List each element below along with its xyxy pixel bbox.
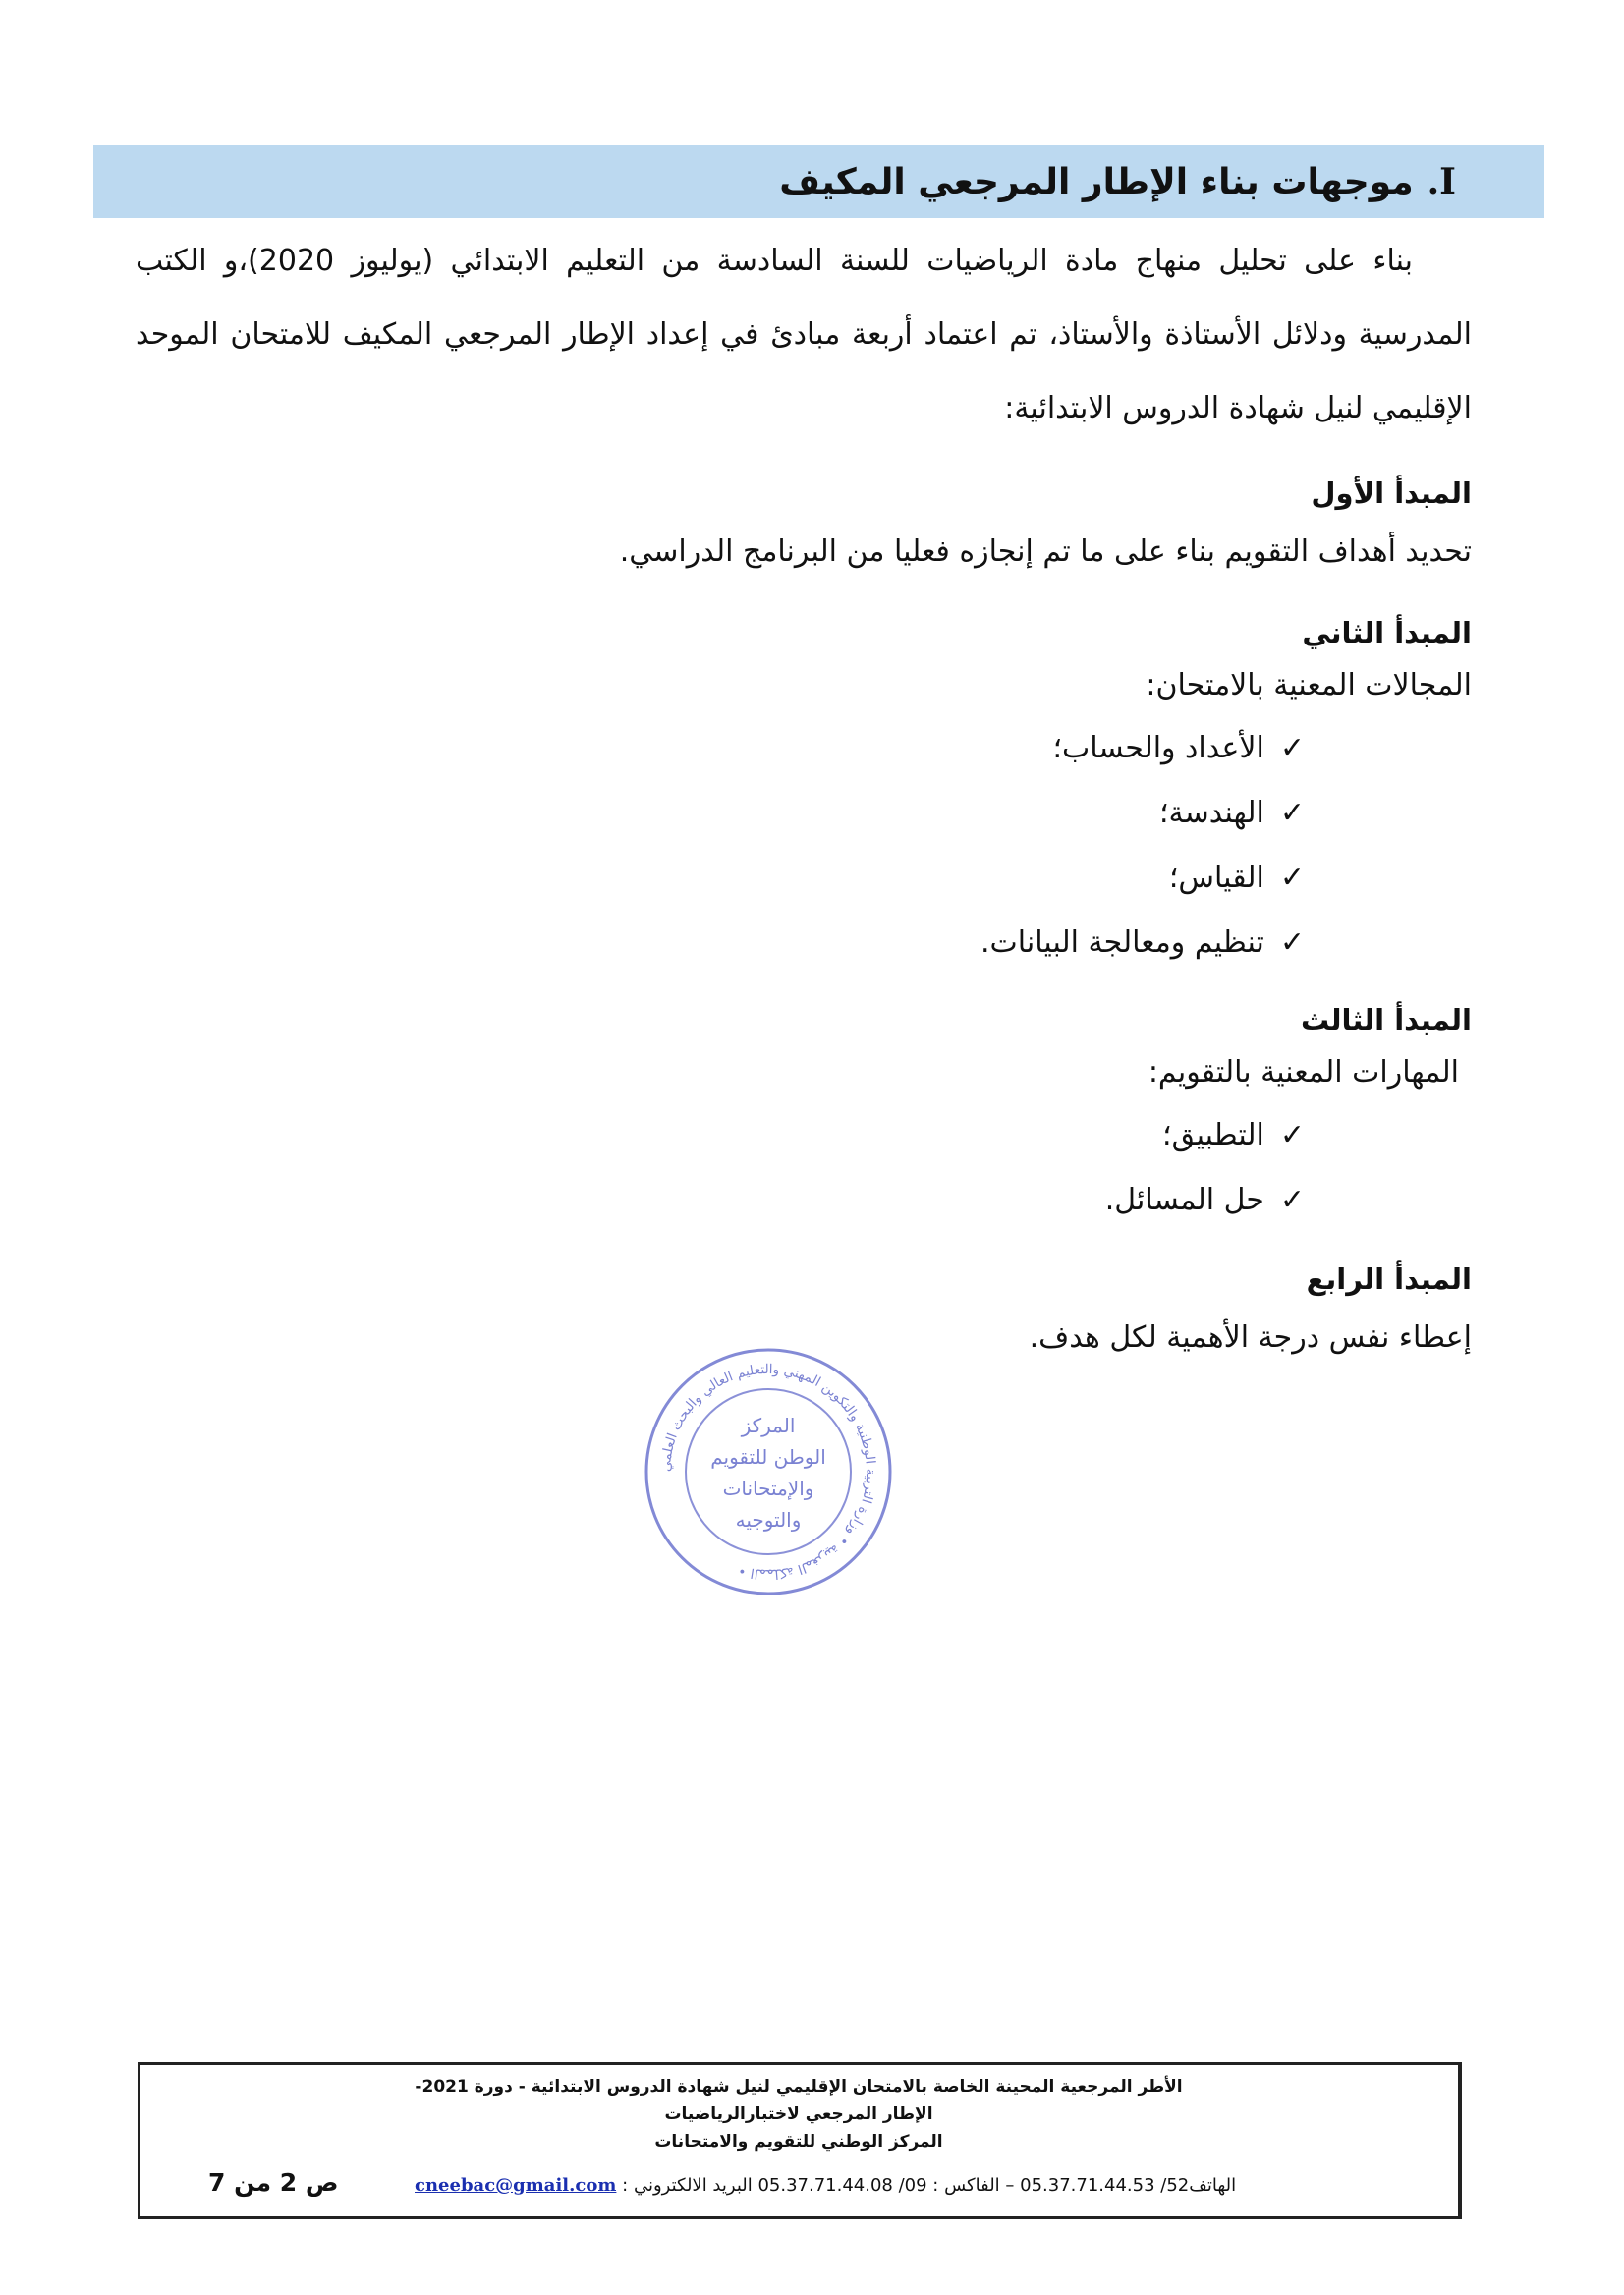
check-icon: ✓: [1279, 1183, 1305, 1217]
principle-2-text: المجالات المعنية بالامتحان:: [1146, 668, 1472, 702]
domain-item-label: القياس؛: [1168, 861, 1264, 895]
stamp-outer-ring: [646, 1350, 890, 1594]
domain-item: [1169, 857, 1305, 900]
skill-item-label: حل المسائل.: [1104, 1183, 1264, 1217]
principle-2-title: المبدأ الثاني: [1302, 616, 1472, 649]
check-icon: ✓: [1279, 1118, 1305, 1152]
principle-3-title: المبدأ الثالث: [1300, 1003, 1472, 1036]
intro-paragraph: [136, 224, 1472, 445]
skill-item: [1162, 1114, 1305, 1157]
footer-line-1: الأطر المرجعية المحينة الخاصة بالامتحان الإقليمي لنيل شهادة الدروس الابتدائية - دورة 2021-: [415, 2077, 1183, 2097]
section-heading-band: [93, 145, 1544, 218]
footer-box: [138, 2062, 1462, 2219]
section-heading: [779, 157, 1456, 207]
section-number: I.: [1427, 161, 1456, 202]
stamp-line: والإمتحانات: [722, 1477, 814, 1500]
principle-1-text: تحديد أهداف التقويم بناء على ما تم إنجازه فعليا من البرنامج الدراسي.: [619, 534, 1472, 569]
domain-item-label: الأعداد والحساب؛: [1052, 731, 1264, 765]
principle-3-text: المهارات المعنية بالتقويم:: [1148, 1055, 1459, 1090]
principle-1-title: المبدأ الأول: [1311, 476, 1472, 510]
principle-4-text: إعطاء نفس درجة الأهمية لكل هدف.: [1029, 1320, 1472, 1355]
footer-contact: [415, 2171, 1236, 2201]
stamp-line: الوطن للتقويم: [710, 1445, 826, 1469]
domain-item: [1159, 792, 1305, 835]
stamp-ring-text: المملكة المغربية • وزارة التربية الوطنية والتكوين المهني والتعليم العالي والبحث العلمي •: [657, 1361, 879, 1583]
stamp-line: المركز: [741, 1414, 796, 1437]
skill-item: [1105, 1179, 1305, 1222]
intro-text: بناء على تحليل منهاج مادة الرياضيات للسنة السادسة من التعليم الابتدائي (يوليوز 2020)،و الكتب المدرسية ودلائل الأستاذة والأستاذ، تم اعتماد أربعة مبادئ في إعداد الإطار المرجعي المكيف للامتحان الموحد الإقليمي لنيل شهادة الدروس الابتدائية:: [136, 244, 1472, 425]
footer-line-3: المركز الوطني للتقويم والامتحانات: [654, 2132, 943, 2152]
footer-line-2: الإطار المرجعي لاختبارالرياضيات: [664, 2104, 933, 2124]
stamp-line: والتوجيه: [735, 1508, 802, 1532]
domain-item: [1053, 727, 1305, 770]
domain-item-label: تنظيم ومعالجة البيانات.: [980, 925, 1264, 960]
domain-item: [980, 922, 1305, 965]
check-icon: ✓: [1279, 925, 1305, 960]
email-link[interactable]: cneebac@gmail.com: [415, 2175, 617, 2196]
check-icon: ✓: [1279, 861, 1305, 895]
official-stamp: [641, 1344, 896, 1599]
principle-4-title: المبدأ الرابع: [1306, 1262, 1472, 1296]
page-number: ص 2 من 7: [208, 2168, 339, 2197]
check-icon: ✓: [1279, 796, 1305, 830]
domain-item-label: الهندسة؛: [1158, 796, 1264, 830]
section-title: موجهات بناء الإطار المرجعي المكيف: [779, 162, 1414, 202]
contact-text: الهاتف52/ 05.37.71.44.53 – الفاكس : 09/ 05.37.71.44.08 البريد الالكتروني :: [622, 2175, 1237, 2196]
check-icon: ✓: [1279, 731, 1305, 765]
skill-item-label: التطبيق؛: [1162, 1118, 1264, 1152]
